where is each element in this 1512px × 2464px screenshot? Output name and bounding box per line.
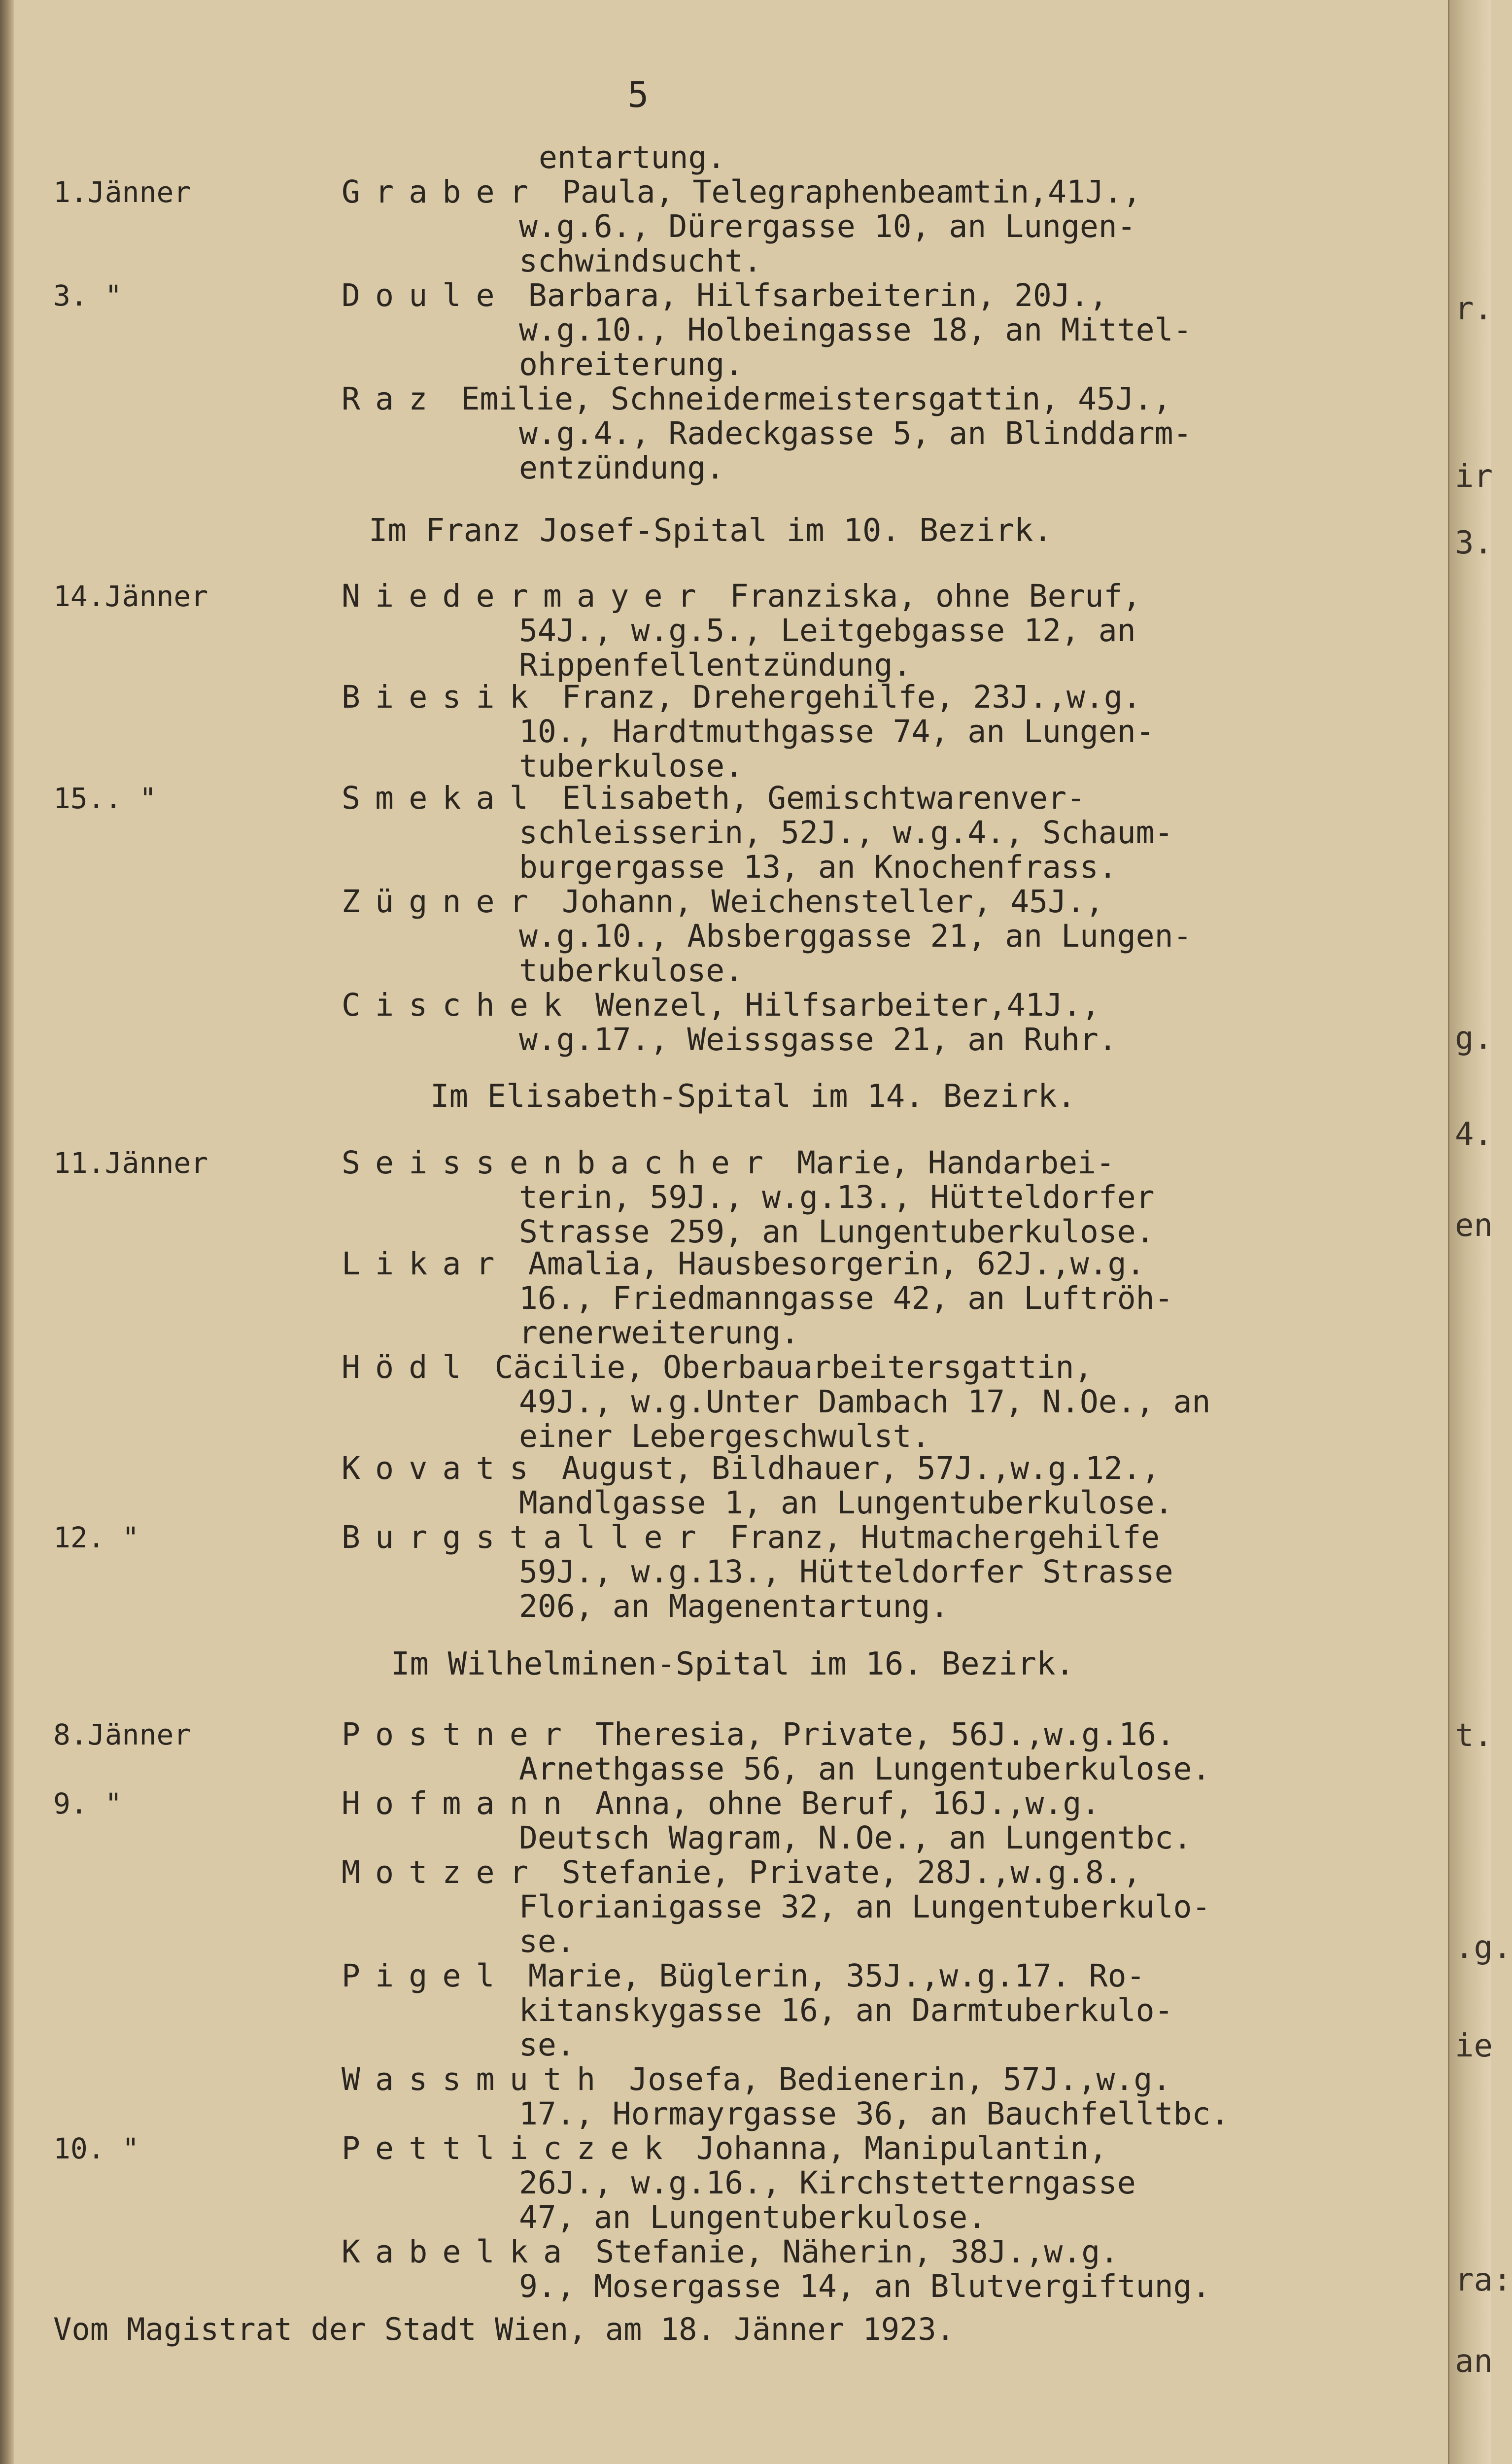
entry-text <box>342 1717 1210 1786</box>
deceased-surname: Postner <box>342 1716 577 1752</box>
entry-text <box>342 1520 1173 1624</box>
entry-line: Mandlgasse 1, an Lungentuberkulose. <box>519 1485 1173 1521</box>
entry-text <box>342 278 1192 382</box>
entry-line: w.g.10., Absberggasse 21, an Lungen- <box>519 918 1192 954</box>
entry-text <box>342 781 1173 885</box>
entry-line <box>342 579 1141 614</box>
entry-line <box>342 382 1192 416</box>
entry-line <box>342 2062 1229 2097</box>
book-binding-edge <box>0 0 14 2464</box>
entry-line <box>342 1717 1210 1752</box>
entry-line: Florianigasse 32, an Lungentuberkulo- <box>519 1889 1211 1925</box>
entry-line: 26J., w.g.16., Kirchstetterngasse <box>519 2165 1136 2201</box>
entry-line: kitanskygasse 16, an Darmtuberkulo- <box>519 1992 1173 2028</box>
entry-line: 49J., w.g.Unter Dambach 17, N.Oe., an <box>519 1384 1211 1420</box>
entry-line <box>342 2131 1136 2166</box>
entry-details: Franz, Drehergehilfe, 23J.,w.g. <box>561 679 1141 715</box>
document-page <box>14 0 1448 2464</box>
margin-fragment: an <box>1455 2343 1493 2380</box>
deceased-surname: Likar <box>342 1246 510 1282</box>
deceased-surname: Kovats <box>342 1450 544 1486</box>
entry-text <box>342 2062 1229 2131</box>
entry-line: w.g.17., Weissgasse 21, an Ruhr. <box>519 1022 1117 1058</box>
entry-details: Marie, Büglerin, 35J.,w.g.17. Ro- <box>528 1958 1145 1994</box>
deceased-surname: Biesik <box>342 679 544 715</box>
entry-line <box>342 1350 1210 1385</box>
entry-line: Arnethgasse 56, an Lungentuberkulose. <box>519 1751 1211 1787</box>
signature-line: Vom Magistrat der Stadt Wien, am 18. Jänner 1923. <box>53 2311 955 2347</box>
entry-text <box>342 1786 1192 1855</box>
entry-text <box>342 1146 1155 1249</box>
entry-text <box>342 1247 1173 1350</box>
entry-text <box>342 1959 1173 2062</box>
entry-text <box>342 2131 1136 2235</box>
entry-text <box>342 2235 1210 2304</box>
entry-details: Franziska, ohne Beruf, <box>729 578 1141 614</box>
entry-line: entzündung. <box>519 450 725 486</box>
entry-text <box>342 988 1117 1057</box>
entry-text <box>342 579 1141 683</box>
entry-details: Emilie, Schneidermeistersgattin, 45J., <box>461 381 1171 417</box>
entry-line: 16., Friedmanngasse 42, an Luftröh- <box>519 1280 1173 1316</box>
deceased-surname: Pigel <box>342 1958 510 1994</box>
entry-line: se. <box>519 1923 575 1959</box>
entry-line: 59J., w.g.13., Hütteldorfer Strasse <box>519 1554 1173 1590</box>
entry-line <box>342 1786 1192 1821</box>
entry-line <box>342 1451 1173 1486</box>
entry-details: Theresia, Private, 56J.,w.g.16. <box>595 1716 1175 1752</box>
entry-text <box>342 1350 1210 1454</box>
entry-details: Elisabeth, Gemischtwarenver- <box>561 780 1085 816</box>
entry-line: 10., Hardtmuthgasse 74, an Lungen- <box>519 714 1155 750</box>
entry-date: 3. " <box>53 279 122 312</box>
margin-fragment: g. <box>1455 1020 1493 1057</box>
deceased-surname: Motzer <box>342 1854 544 1890</box>
entry-line: 9., Mosergasse 14, an Blutvergiftung. <box>519 2268 1211 2304</box>
entry-details: Anna, ohne Beruf, 16J.,w.g. <box>595 1785 1100 1821</box>
deceased-surname: Raz <box>342 381 443 417</box>
entry-line: Rippenfellentzündung. <box>519 647 912 683</box>
entry-date: 1.Jänner <box>53 175 191 209</box>
entry-date: 9. " <box>53 1787 122 1820</box>
deceased-surname: Seissenbacher <box>342 1145 779 1181</box>
deceased-surname: Cischek <box>342 987 577 1023</box>
deceased-surname: Wassmuth <box>342 2061 611 2097</box>
entry-line: se. <box>519 2027 575 2063</box>
entry-line: burgergasse 13, an Knochenfrass. <box>519 849 1117 885</box>
entry-line: 206, an Magenentartung. <box>519 1588 949 1624</box>
deceased-surname: Burgstaller <box>342 1519 711 1555</box>
entry-line: 54J., w.g.5., Leitgebgasse 12, an <box>519 613 1136 649</box>
entry-line: schleisserin, 52J., w.g.4., Schaum- <box>519 815 1173 851</box>
entry-details: Stefanie, Private, 28J.,w.g.8., <box>561 1854 1141 1890</box>
entry-date: 11.Jänner <box>53 1146 208 1180</box>
entry-date: 14.Jänner <box>53 580 208 613</box>
page-number: 5 <box>627 74 649 115</box>
entry-line <box>342 2235 1210 2269</box>
deceased-surname: Hödl <box>342 1349 476 1385</box>
margin-fragment: 4. <box>1455 1116 1493 1153</box>
entry-date: 8.Jänner <box>53 1718 191 1751</box>
entry-line <box>342 175 1141 209</box>
entry-line <box>342 1855 1210 1890</box>
entry-line: entartung. <box>539 139 726 175</box>
entry-line <box>342 1247 1173 1281</box>
section-heading: Im Franz Josef-Spital im 10. Bezirk. <box>369 513 1053 549</box>
margin-fragment: .g. <box>1455 1929 1512 1966</box>
entry-text <box>342 382 1192 485</box>
entry-date: 12. " <box>53 1521 139 1554</box>
entry-line: w.g.10., Holbeingasse 18, an Mittel- <box>519 312 1192 348</box>
entry-line <box>342 680 1155 715</box>
entry-details: Johanna, Manipulantin, <box>696 2130 1108 2166</box>
margin-fragment: ie <box>1455 2028 1493 2064</box>
margin-fragment: r. <box>1455 291 1493 327</box>
entry-line: ohreiterung. <box>519 346 744 382</box>
entry-line: terin, 59J., w.g.13., Hütteldorfer <box>519 1179 1155 1215</box>
entry-text <box>342 885 1192 988</box>
margin-fragment: ir <box>1455 458 1493 495</box>
entry-line <box>342 781 1173 816</box>
entry-line: tuberkulose. <box>519 748 744 784</box>
entry-text <box>342 175 1141 278</box>
entry-line: w.g.6., Dürergasse 10, an Lungen- <box>519 208 1136 244</box>
section-heading: Im Elisabeth-Spital im 14. Bezirk. <box>430 1078 1076 1115</box>
deceased-surname: Pettliczek <box>342 2130 678 2166</box>
deceased-surname: Smekal <box>342 780 544 816</box>
entry-details: Josefa, Bedienerin, 57J.,w.g. <box>629 2061 1171 2097</box>
entry-line <box>342 1146 1155 1180</box>
entry-line: Strasse 259, an Lungentuberkulose. <box>519 1214 1155 1250</box>
entry-line <box>342 1520 1173 1555</box>
margin-fragment: en <box>1455 1207 1493 1244</box>
deceased-surname: Niedermayer <box>342 578 711 614</box>
deceased-surname: Zügner <box>342 884 544 920</box>
deceased-surname: Hofmann <box>342 1785 577 1821</box>
entry-line: einer Lebergeschwulst. <box>519 1418 930 1454</box>
section-heading: Im Wilhelminen-Spital im 16. Bezirk. <box>391 1646 1075 1682</box>
entry-text <box>342 1451 1173 1520</box>
margin-fragment: t. <box>1455 1717 1493 1754</box>
entry-text <box>342 1855 1210 1959</box>
entry-details: Paula, Telegraphenbeamtin,41J., <box>561 174 1141 210</box>
entry-details: Amalia, Hausbesorgerin, 62J.,w.g. <box>528 1246 1145 1282</box>
entry-line: schwindsucht. <box>519 243 762 279</box>
entry-text <box>342 680 1155 784</box>
entry-line <box>342 278 1192 313</box>
entry-line: Deutsch Wagram, N.Oe., an Lungentbc. <box>519 1820 1192 1856</box>
entry-line: tuberkulose. <box>519 953 744 989</box>
entry-line: renerweiterung. <box>519 1315 799 1351</box>
deceased-surname: Graber <box>342 174 544 210</box>
entry-details: Cäcilie, Oberbauarbeitersgattin, <box>494 1349 1093 1385</box>
margin-fragment: ra: <box>1455 2262 1512 2298</box>
entry-details: Johann, Weichensteller, 45J., <box>561 884 1104 920</box>
deceased-surname: Kabelka <box>342 2234 577 2270</box>
entry-details: Wenzel, Hilfsarbeiter,41J., <box>595 987 1100 1023</box>
entry-date: 10. " <box>53 2132 139 2165</box>
margin-fragment: 3. <box>1455 525 1493 561</box>
entry-details: Marie, Handarbei- <box>797 1145 1115 1181</box>
entry-line: w.g.4., Radeckgasse 5, an Blinddarm- <box>519 415 1192 451</box>
entry-details: Barbara, Hilfsarbeiterin, 20J., <box>528 277 1108 313</box>
entry-line: 17., Hormayrgasse 36, an Bauchfelltbc. <box>519 2096 1230 2132</box>
deceased-surname: Doule <box>342 277 510 313</box>
entry-line <box>342 1959 1173 1993</box>
entry-text <box>342 140 725 175</box>
entry-details: Stefanie, Näherin, 38J.,w.g. <box>595 2234 1119 2270</box>
entry-date: 15.. " <box>53 782 157 815</box>
entry-line: 47, an Lungentuberkulose. <box>519 2199 987 2235</box>
entry-line <box>342 988 1117 1023</box>
entry-details: August, Bildhauer, 57J.,w.g.12., <box>561 1450 1160 1486</box>
entry-details: Franz, Hutmachergehilfe <box>729 1519 1160 1555</box>
entry-line <box>342 885 1192 919</box>
